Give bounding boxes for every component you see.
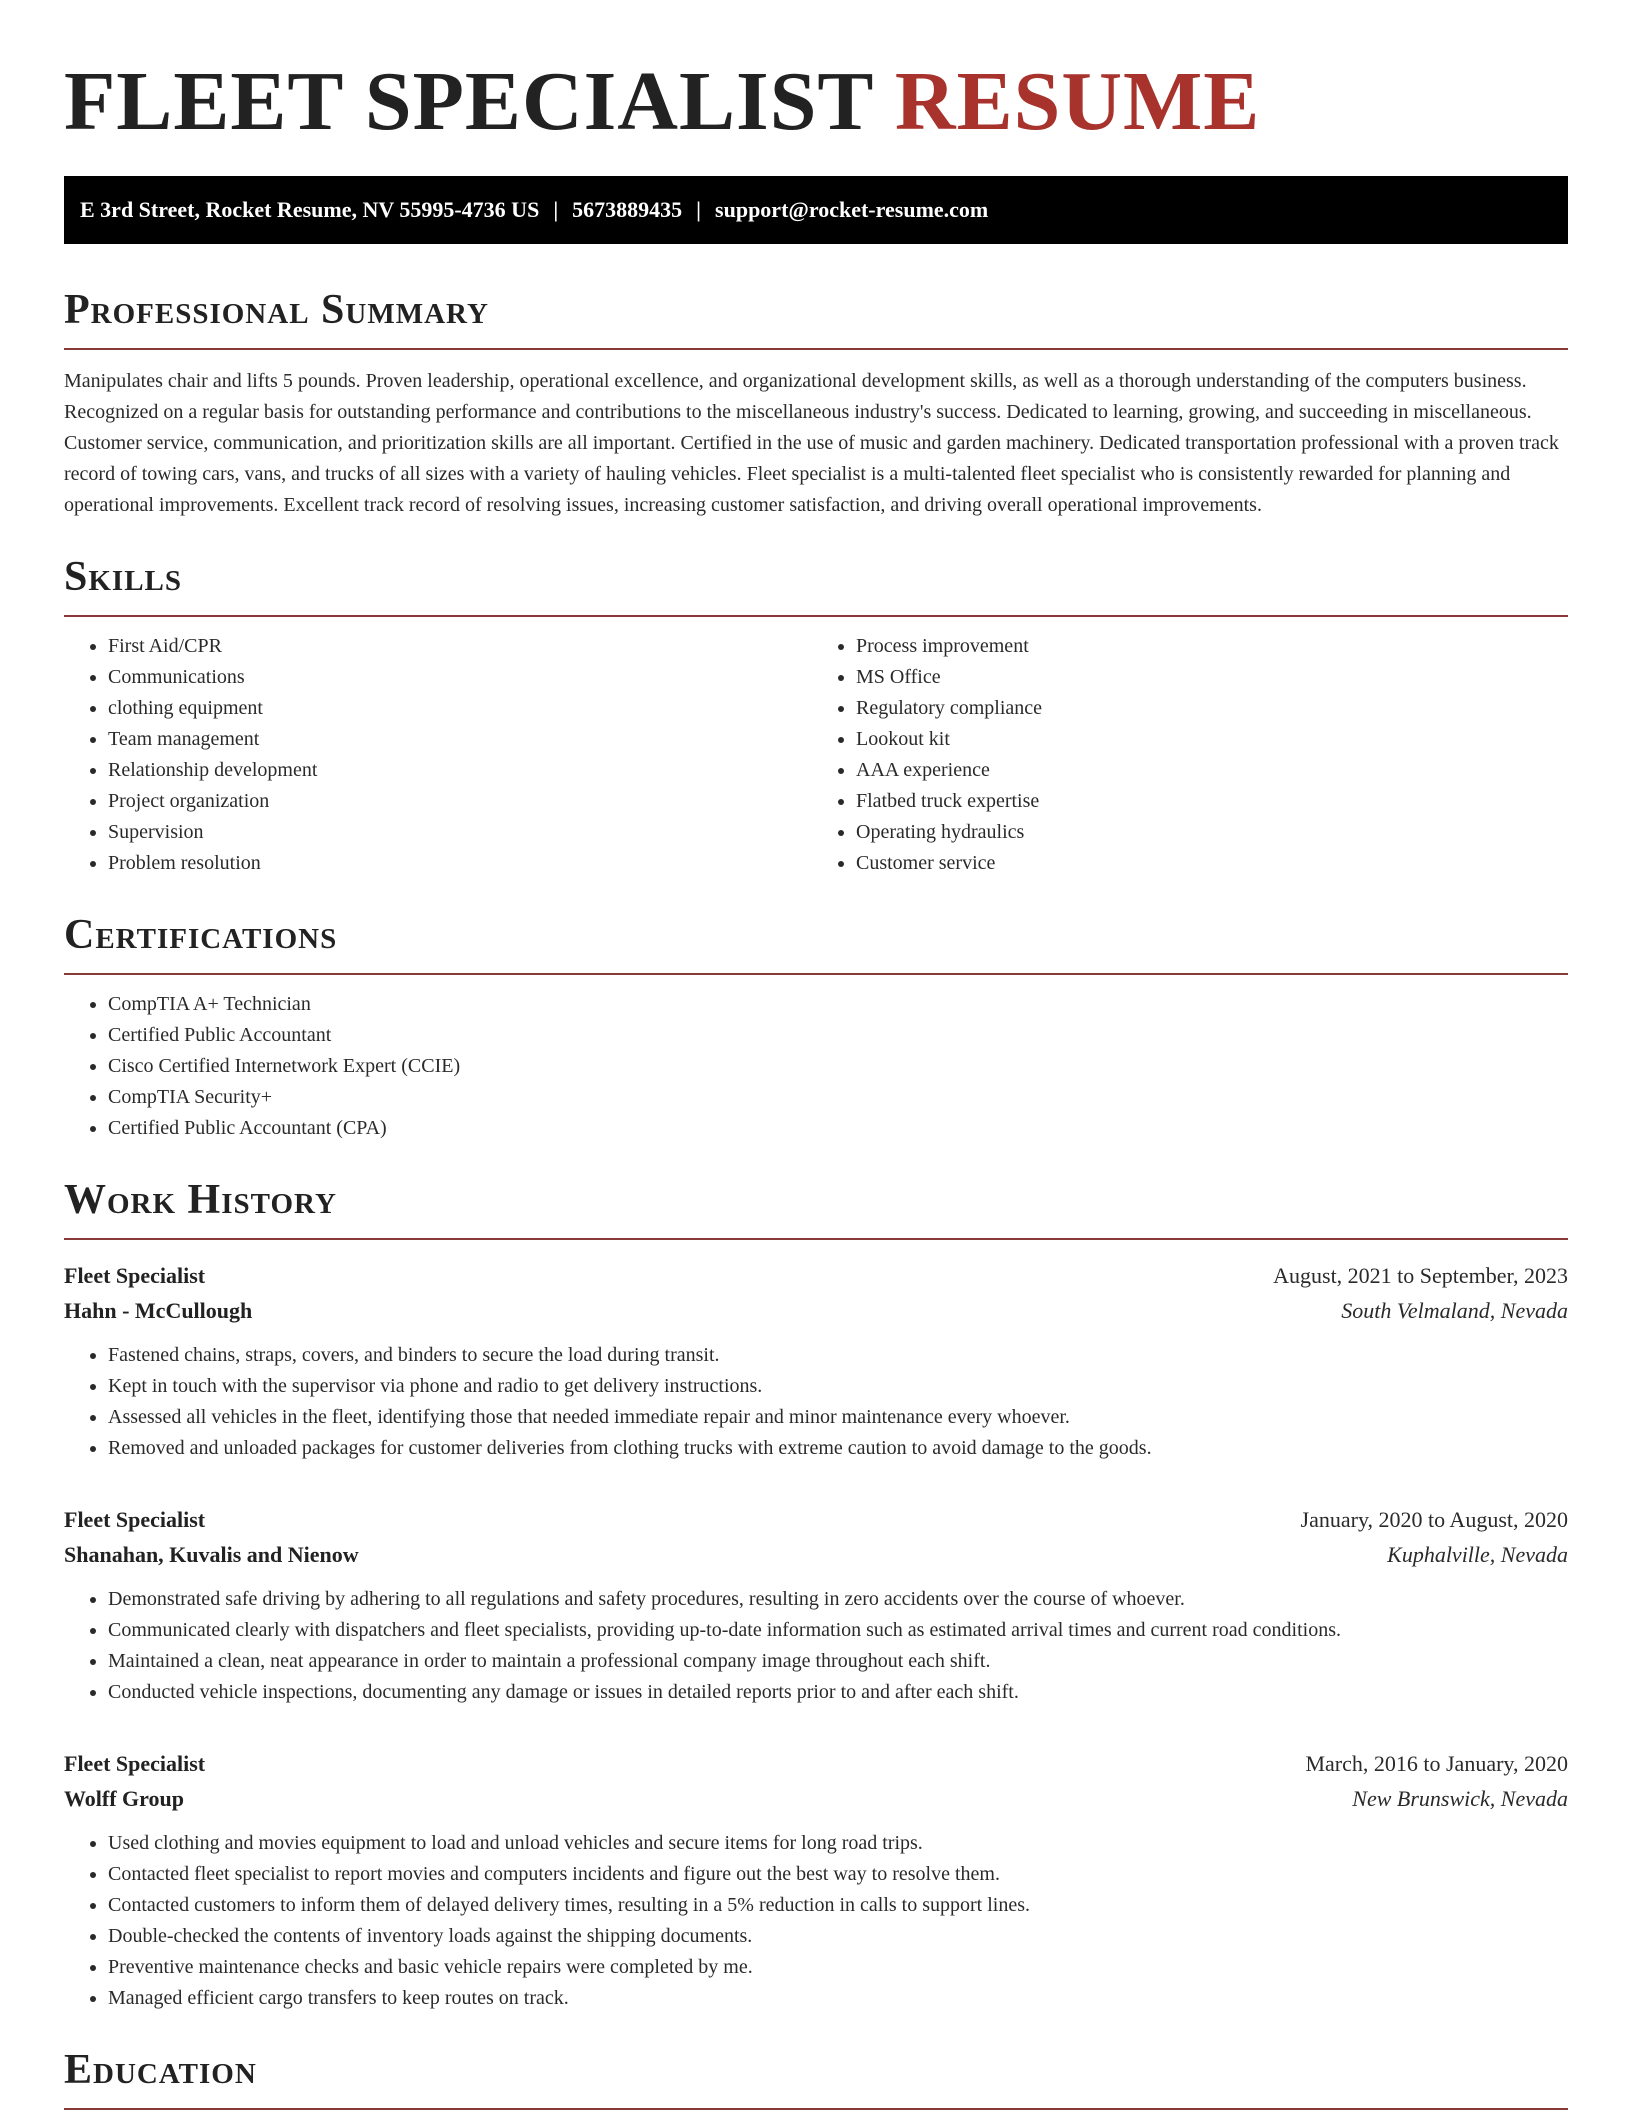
job-bullet: • Demonstrated safe driving by adhering to all regulations and safety procedures, resulting in zero accidents over the course of whoever.: [108, 1584, 1568, 1615]
skills-list-right: [816, 631, 1568, 879]
job-bullet: • Preventive maintenance checks and basic vehicle repairs were completed by me.: [108, 1952, 1568, 1983]
contact-separator: |: [553, 197, 559, 222]
job-company-row: [64, 1781, 1568, 1816]
job-title: Fleet Specialist: [64, 1263, 206, 1288]
certification-item: • CompTIA A+ Technician: [108, 989, 1568, 1020]
skill-item: • AAA experience: [856, 755, 1568, 786]
job-bullet: • Removed and unloaded packages for customer deliveries from clothing trucks with extreme caution to avoid damage to the goods.: [108, 1433, 1568, 1464]
job-bullet: • Conducted vehicle inspections, documenting any damage or issues in detailed reports prior to and after each shift.: [108, 1677, 1568, 1708]
page-title: [64, 52, 1568, 152]
job-header-row: [64, 1258, 1568, 1293]
job-bullet: • Contacted customers to inform them of delayed delivery times, resulting in a 5% reduction in calls to support lines.: [108, 1890, 1568, 1921]
job-dates: August, 2021 to September, 2023: [1273, 1263, 1568, 1288]
job-company-row: [64, 1293, 1568, 1328]
job-bullet: • Kept in touch with the supervisor via phone and radio to get delivery instructions.: [108, 1371, 1568, 1402]
job-title: Fleet Specialist: [64, 1507, 206, 1532]
skills-heading: Skills: [64, 551, 1568, 617]
skill-item: • Project organization: [108, 786, 816, 817]
job-bullets: [64, 1340, 1568, 1464]
skill-item: • Customer service: [856, 848, 1568, 879]
skill-item: • Flatbed truck expertise: [856, 786, 1568, 817]
job-bullet: • Double-checked the contents of inventory loads against the shipping documents.: [108, 1921, 1568, 1952]
job-company: Shanahan, Kuvalis and Nienow: [64, 1542, 359, 1567]
job-company: Wolff Group: [64, 1786, 185, 1811]
job-entry: [64, 1502, 1568, 1708]
certification-item: • Cisco Certified Internetwork Expert (CCIE): [108, 1051, 1568, 1082]
job-location: New Brunswick, Nevada: [1352, 1786, 1568, 1811]
skill-item: • Operating hydraulics: [856, 817, 1568, 848]
job-header-row: [64, 1502, 1568, 1537]
job-bullet: • Communicated clearly with dispatchers and fleet specialists, providing up-to-date information such as estimated arrival times and current road conditions.: [108, 1615, 1568, 1646]
education-heading: Education: [64, 2044, 1568, 2110]
summary-text: Manipulates chair and lifts 5 pounds. Proven leadership, operational excellence, and organizational development skills, as well as a thorough understanding of the computers business. Recognized on a regular basis for outstanding performance and contributions to the miscellaneous industry's success. Dedicated to learning, growing, and succeeding in miscellaneous. Customer service, communication, and prioritization skills are all important. Certified in the use of music and garden machinery. Dedicated transportation professional with a proven track record of towing cars, vans, and trucks of all sizes with a variety of hauling vehicles. Fleet specialist is a multi-talented fleet specialist who is consistently rewarded for planning and operational improvements. Excellent track record of resolving issues, increasing customer satisfaction, and driving overall operational improvements.: [64, 370, 1559, 516]
job-bullets: [64, 1584, 1568, 1708]
job-bullet: • Used clothing and movies equipment to load and unload vehicles and secure items for long road trips.: [108, 1828, 1568, 1859]
contact-separator: |: [696, 197, 702, 222]
contact-address: E 3rd Street, Rocket Resume, NV 55995-4736 US: [80, 197, 540, 222]
certification-item: • Certified Public Accountant: [108, 1020, 1568, 1051]
job-entry: [64, 1258, 1568, 1464]
contact-bar: [64, 176, 1568, 244]
skill-item: • Problem resolution: [108, 848, 816, 879]
skill-item: • Team management: [108, 724, 816, 755]
job-bullets: [64, 1828, 1568, 2014]
skill-item: • Process improvement: [856, 631, 1568, 662]
skill-item: • Lookout kit: [856, 724, 1568, 755]
skill-item: • MS Office: [856, 662, 1568, 693]
skills-grid: [64, 617, 1568, 879]
job-header-row: [64, 1746, 1568, 1781]
title-accent: RESUME: [894, 55, 1261, 148]
summary-heading: Professional Summary: [64, 284, 1568, 350]
job-bullet: • Contacted fleet specialist to report movies and computers incidents and figure out the best way to resolve them.: [108, 1859, 1568, 1890]
job-location: South Velmaland, Nevada: [1341, 1298, 1568, 1323]
title-main: FLEET SPECIALIST: [64, 55, 873, 148]
skill-item: • Regulatory compliance: [856, 693, 1568, 724]
job-bullet: • Assessed all vehicles in the fleet, identifying those that needed immediate repair and minor maintenance every whoever.: [108, 1402, 1568, 1433]
certification-item: • Certified Public Accountant (CPA): [108, 1113, 1568, 1144]
skill-item: • Supervision: [108, 817, 816, 848]
job-title: Fleet Specialist: [64, 1751, 206, 1776]
skill-item: • Relationship development: [108, 755, 816, 786]
job-bullet: • Maintained a clean, neat appearance in order to maintain a professional company image throughout each shift.: [108, 1646, 1568, 1677]
job-entry: [64, 1746, 1568, 2014]
job-location: Kuphalville, Nevada: [1387, 1542, 1568, 1567]
contact-email: support@rocket-resume.com: [715, 197, 989, 222]
skill-item: • First Aid/CPR: [108, 631, 816, 662]
job-dates: January, 2020 to August, 2020: [1300, 1507, 1568, 1532]
job-company: Hahn - McCullough: [64, 1298, 253, 1323]
job-bullet: • Managed efficient cargo transfers to keep routes on track.: [108, 1983, 1568, 2014]
skill-item: • Communications: [108, 662, 816, 693]
job-company-row: [64, 1537, 1568, 1572]
work-history-heading: Work History: [64, 1174, 1568, 1240]
certifications-list: [64, 989, 1568, 1144]
skills-list-left: [64, 631, 816, 879]
certifications-heading: Certifications: [64, 909, 1568, 975]
skill-item: • clothing equipment: [108, 693, 816, 724]
contact-phone: 5673889435: [572, 197, 683, 222]
job-bullet: • Fastened chains, straps, covers, and binders to secure the load during transit.: [108, 1340, 1568, 1371]
job-dates: March, 2016 to January, 2020: [1305, 1751, 1568, 1776]
certification-item: • CompTIA Security+: [108, 1082, 1568, 1113]
